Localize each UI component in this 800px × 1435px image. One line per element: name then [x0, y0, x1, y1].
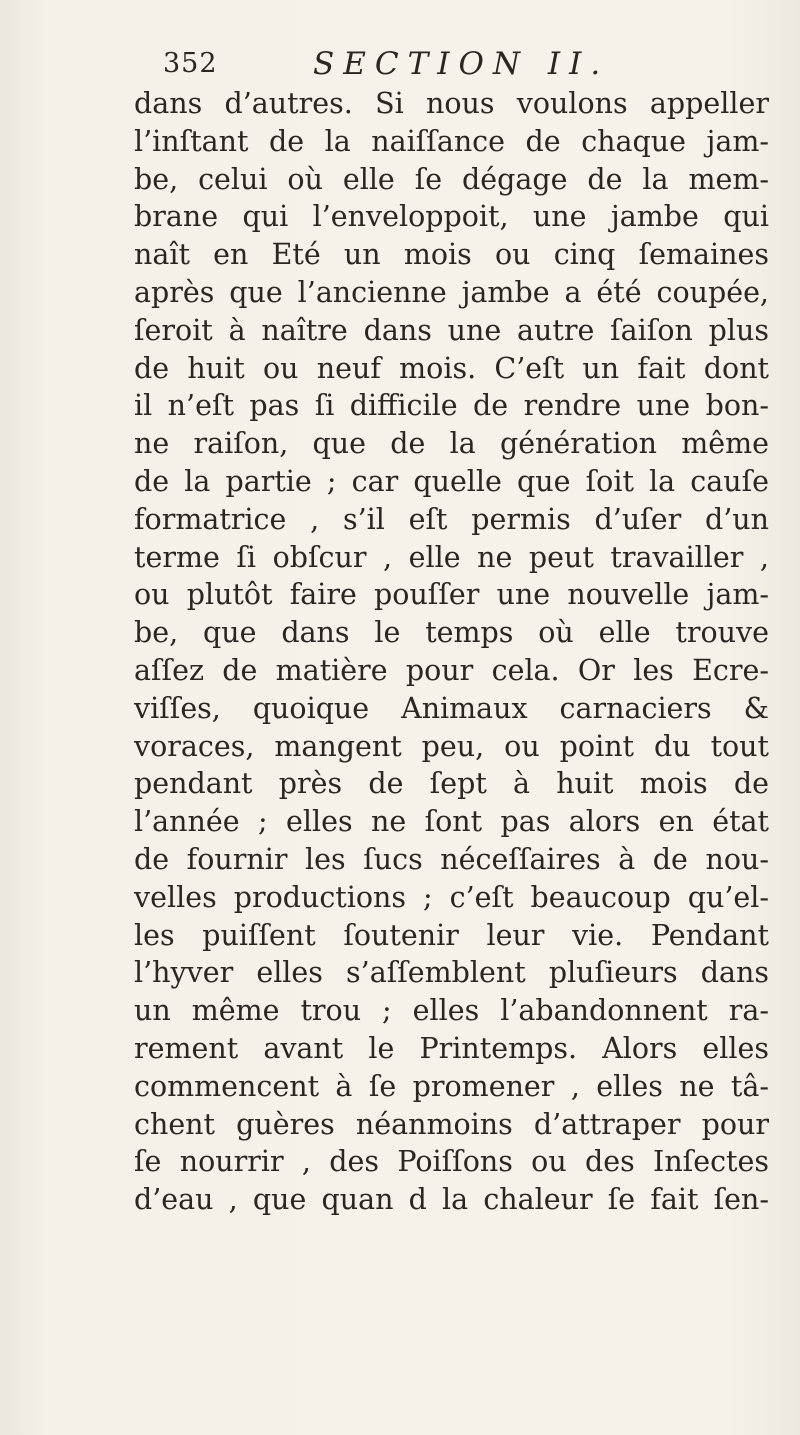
- text-line: brane qui l’enveloppoit, une jambe qui: [134, 200, 769, 234]
- text-line: be, celui où elle ſe dégage de la mem-: [134, 162, 769, 196]
- text-line: ſe nourrir , des Poiſſons ou des Inſectes: [134, 1145, 769, 1179]
- text-line: commencent à ſe promener , elles ne tâ-: [134, 1069, 769, 1103]
- text-line: rement avant le Printemps. Alors elles: [134, 1031, 769, 1065]
- text-line: dans d’autres. Si nous voulons appeller: [134, 87, 769, 120]
- text-line: après que l’ancienne jambe a été coupée,: [134, 275, 769, 309]
- text-line: ſeroit à naître dans une autre ſaiſon plus: [134, 313, 769, 347]
- text-line: voraces, mangent peu, ou point du tout: [134, 729, 769, 763]
- text-line: un même trou ; elles l’abandonnent ra-: [134, 994, 769, 1028]
- page-number: 352: [163, 48, 218, 79]
- text-line: be, que dans le temps où elle trouve: [134, 616, 769, 650]
- text-line: l’inſtant de la naiſſance de chaque jam-: [134, 124, 769, 158]
- running-head: SECTION II.: [313, 46, 610, 82]
- text-line: viſſes, quoique Animaux carnaciers &: [134, 691, 769, 725]
- text-line: de huit ou neuf mois. C’eſt un fait dont: [134, 351, 769, 385]
- text-line: ou plutôt faire pouſſer une nouvelle jam-: [134, 578, 769, 612]
- text-line: l’année ; elles ne ſont pas alors en état: [134, 805, 769, 839]
- text-line: formatrice , s’il eſt permis d’uſer d’un: [134, 502, 769, 536]
- text-line: chent guères néanmoins d’attraper pour: [134, 1107, 769, 1141]
- text-line: l’hyver elles s’aſſemblent pluſieurs dans: [134, 956, 769, 990]
- body-text: [134, 85, 769, 1219]
- text-line: aſſez de matière pour cela. Or les Ecre-: [134, 653, 769, 687]
- text-line: pendant près de ſept à huit mois de: [134, 767, 769, 801]
- text-line: il n’eſt pas ſi difficile de rendre une bon-: [134, 389, 769, 423]
- text-line: de la partie ; car quelle que ſoit la cauſe: [134, 464, 769, 498]
- text-line: naît en Eté un mois ou cinq ſemaines: [134, 238, 769, 272]
- text-line: ne raiſon, que de la génération même: [134, 427, 769, 461]
- text-line: de fournir les ſucs néceſſaires à de nou-: [134, 842, 769, 876]
- text-line: d’eau , que quan d la chaleur ſe fait ſen-: [134, 1183, 769, 1217]
- text-line: les puiſſent ſoutenir leur vie. Pendant: [134, 918, 769, 952]
- text-line: terme ſi obſcur , elle ne peut travailler ,: [134, 540, 769, 574]
- page-header: [163, 42, 683, 86]
- text-line: velles productions ; c’eſt beaucoup qu’el-: [134, 880, 769, 914]
